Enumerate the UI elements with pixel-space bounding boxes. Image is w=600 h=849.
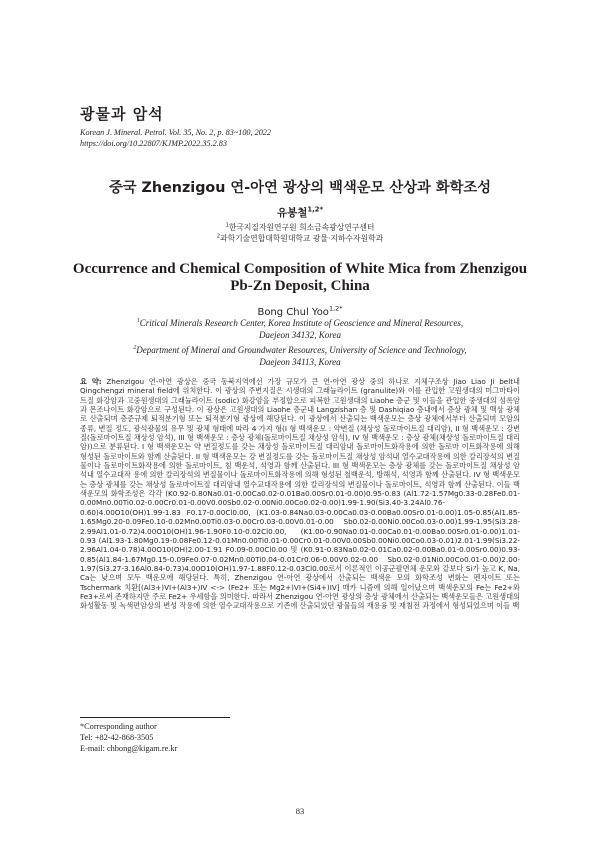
english-author-name: Bong Chul Yoo [257, 307, 329, 318]
abstract-line: Zhenzigou 연-아연 광상은 중국 동북지역에선 가장 규모가 큰 연-아연 광상 중의 하나로 지체구조상 [106, 377, 454, 386]
english-affiliation-1-line2: Daejeon 34132, Korea [259, 329, 341, 340]
page-number: 83 [295, 806, 305, 816]
korean-affiliation-1-text: 한국지질자원연구원 희소금속광상연구센터 [228, 223, 375, 232]
abstract-line: F0.17-0.00Cl0.00, (K1.03-0.84Na0.03-0.00Ca0.03-0.00Ba0.00Sr0.01-0.00)1.05-0.85(Al1.85-1.65Mg0.20-0.09Fe0.10-0.02Mn0.00Ti0.03-0.00Cr0.03-0.00V0.01-0.00 [80, 507, 520, 527]
abstract-line: (채상성 돌로마이트질 대리암), II 형 백색운모 : 강변질(돌로마이트질 채상성 암석), III 형 백색운모 : 층상 [80, 423, 520, 443]
footnote-divider [80, 717, 230, 718]
english-affiliation-2-sup: 2 [133, 345, 137, 351]
abstract-line: 백운석, 석영과 함께 산출된다. III 형 백색운모는 층상 광체를 갖는 돌로마이트질 채상성 암석내 열수교대작 [80, 461, 520, 480]
english-affiliation-1-text: Critical Minerals Research Center, Korea Institute of Geoscience and Mineral Resources, [139, 318, 464, 328]
english-affiliation-1-line1 [80, 318, 520, 330]
abstract-line: Sb0.02-0.00Ni0.00Co0.03-0.00)1.99-1.95(Si3.28-2.99Al1.01-0.72)4.00O10(OH)1.96-1.90F0.10-0.02Cl0.00, (K1.00-0.90Na0.01-0.00Ca0.01-0.00Ba0.00Sr0.01-0.00)1.01-0.93 [80, 517, 520, 545]
english-author [0, 304, 600, 318]
abstract-line: 이트화작용에 의해 형성된 돌로마이트와 함께 산출된다. II 형 백색운모는 강 변질정도를 갖는 돌로마이트질 [80, 442, 520, 461]
abstract-line: 채상성 암석내 열수교대작용에 의한 칼리장석의 변질물이나 돌로마이트화작용에 의한 돌로마이트, 침 [80, 451, 520, 471]
abstract-line: 층준규제 퇴적분기형 또는 퇴적분기형 광상에 해당된다. 이 광상에서 산출되는 백색운모는 층상 광체에서부터 [120, 414, 469, 424]
abstract-line: 광체(돌로마이트질 채상성 암석), IV 형 백색운모 : 층상 광체(채상성 돌로마이트질 대리암))으로 분류된다. I [80, 433, 520, 452]
abstract-line: Jiao Liao Ji belt내 Qingchengzi mineral field에 위치한다. 이 광상의 주변지질은 시생대의 그래뉼라이트 [80, 377, 520, 396]
journal-citation: Korean J. Mineral. Petrol. Vol. 35, No. 2, p. 83~100, 2022 [80, 128, 271, 137]
abstract-body [80, 377, 520, 610]
abstract-line: 돌로마이트, 석영과 함께 산출된다. 이들 백색운모의 화학조성은 각각 (K0.92-0.80Na0.01-0.00Ca0.02-0.01Ba0.00Sr0.01-0.00)0.95-0.83 [80, 479, 520, 499]
abstract-line: 형 백색운모는 약 변질정도를 갖는 채상성 돌로마이트질 대리암내 돌로마이트화작용에 의한 돌로마 [146, 442, 462, 452]
abstract-line: 모의 화학조성 변화는 펜자이트 또는 Tschermark 치환[(Al3+)VI+(Al3+)IV <-> (Fe2+ 또는 Mg2+)VI+(Si4+)IV] 매카 [80, 573, 520, 592]
english-affiliation-1-sup: 1 [136, 318, 140, 324]
korean-author-sup: 1,2* [307, 205, 324, 214]
english-author-sup: 1,2* [328, 304, 343, 313]
korean-author-name: 유봉철 [276, 207, 308, 219]
abstract-line: 피복한 고원생대의 Liaohe 층군 및 이들을 관입한 중생대의 섬록암과 몬조나이트 화강암으로 구성된다. 이 [80, 395, 520, 415]
abstract-line: 니즘에 의해 일어났으며 백색운모의 Fe는 Fe2+와 Fe3+로써 존재하지만 주로 Fe2+ 우세함을 의미한다. 따라서 [80, 582, 520, 601]
english-affiliation-2-text: Department of Mineral and Groundwater Resources, University of Science and Technology, [136, 345, 467, 355]
abstract-line: Si가 높고 K, Na, Ca는 낮으며 모두 백운모에 해당된다. 특히, Zhenzigou 연-아연 광상에서 산출되는 백색운 [80, 563, 520, 583]
korean-author [0, 205, 600, 220]
abstract-line: F0.09-0.00Cl0.00 및 (K0.91-0.83Na0.02-0.01Ca0.02-0.00Ba0.01-0.00Sr0.00)0.93-0.85(Al1.84-1.67Mg0.15-0.09Fe0.07-0.02Mn0.00Ti0.04-0.01Cr0.06-0.00V0.02-0.00 [80, 545, 520, 564]
abstract-line: Sb0.02-0.01Ni0.00Co0.01-0.00)2.00-1.97(Si3.27-3.16Al0.84-0.73)4.00O10(OH)1.97-1.88F0.12-0.03Cl0.00로서 이론적인 이공군팔면체 운모와 같보다 [80, 554, 520, 573]
english-affiliations [80, 318, 520, 368]
abstract-line: 광상은 고원생대의 Liaohe 층군내 Langzishan 층 및 Dashiqiao 층내에서 층상 광체 및 맥상 광체로 산출되며 [80, 405, 520, 424]
korean-affiliation-1-sup: 1 [225, 222, 229, 229]
korean-affiliation-2 [0, 233, 600, 244]
english-affiliation-2-line1 [80, 345, 520, 357]
korean-affiliation-1 [0, 222, 600, 233]
korean-affiliation-2-sup: 2 [216, 233, 221, 240]
abstract-line: (granulite)와 이를 관입한 고원생대의 미그마타이트질 화강암과 고중원생대의 그래뉼라이트 (sodic) 화강암을 부정합으로 [80, 386, 520, 405]
abstract-line: 작용에 의한 열수교대작용으로 기존에 산출되었던 광물들의 재용융 및 재침전 과정에서 형성되었으며 이들 백 [179, 601, 520, 611]
abstract-line: IV 형 백색운모는 층상 광체를 갖는 채상성 돌로마이트질 대리암내 열수교대작용에 의한 칼리장석의 변질물이나 [80, 470, 520, 489]
abstract [80, 377, 520, 611]
abstract-line: Zhenzigou 연-아연 광상의 층상 광체에서 산출되는 백색운모들은 고원생대의 화성활동 및 녹색편암상의 변성 [80, 591, 520, 611]
korean-affiliation-2-text: 과학기술연합대학원대학교 광물·지하수자원학과 [220, 234, 384, 243]
journal-name: 광물과 암석 [80, 105, 164, 123]
abstract-line: (Al1.93-1.80Mg0.19-0.08Fe0.12-0.01Mn0.00Ti0.01-0.00Cr0.01-0.00V0.00Sb0.00Ni0.00Co0.03-0.01)2.01-1.99(Si3.22-2.96Al1.04-0.78)4.00O10(OH)2.00-1.91 [80, 535, 520, 555]
english-affiliation-2-line2: Daejeon 34113, Korea [259, 356, 341, 367]
abstract-line: 용에 의한 칼리장석의 변질물이나 돌로마이트화작용에 의해 형성된 철백운석, 방해석, 석영과 함께 산출된다. [133, 470, 474, 480]
abstract-label: 요 약: [80, 377, 102, 386]
telephone: Tel: +82-42-868-3505 [80, 733, 154, 742]
doi-link[interactable]: https://doi.org/10.22807/KJMP.2022.35.2.83 [80, 139, 227, 148]
email[interactable]: E-mail: chbong@kigam.re.kr [80, 744, 178, 753]
english-title: Occurrence and Chemical Composition of White Mica from Zhenzigou Pb-Zn Deposit, China [72, 261, 528, 294]
korean-title: 중국 Zhenzigou 연-아연 광상의 백색운모 산상과 화학조성 [108, 180, 492, 196]
abstract-line: (Al1.72-1.57Mg0.33-0.28Fe0.01-0.00Mn0.00Ti0.02-0.00Cr0.01-0.00V0.00Sb0.02-0.00Ni0.00Co0.02-0.00)1.99-1.90(Si3.40-3.24Al0.76-0.60)4.00O10(OH)1.99-1.83 [80, 489, 520, 517]
corresponding-author-note: *Corresponding author [80, 722, 157, 731]
abstract-line: 산출되며 모암의 종류, 변질 정도, 광석광물의 유무 및 광체 형태에 따라 4 가지 형(I 형 백색운모 : 약변질 [80, 414, 520, 433]
